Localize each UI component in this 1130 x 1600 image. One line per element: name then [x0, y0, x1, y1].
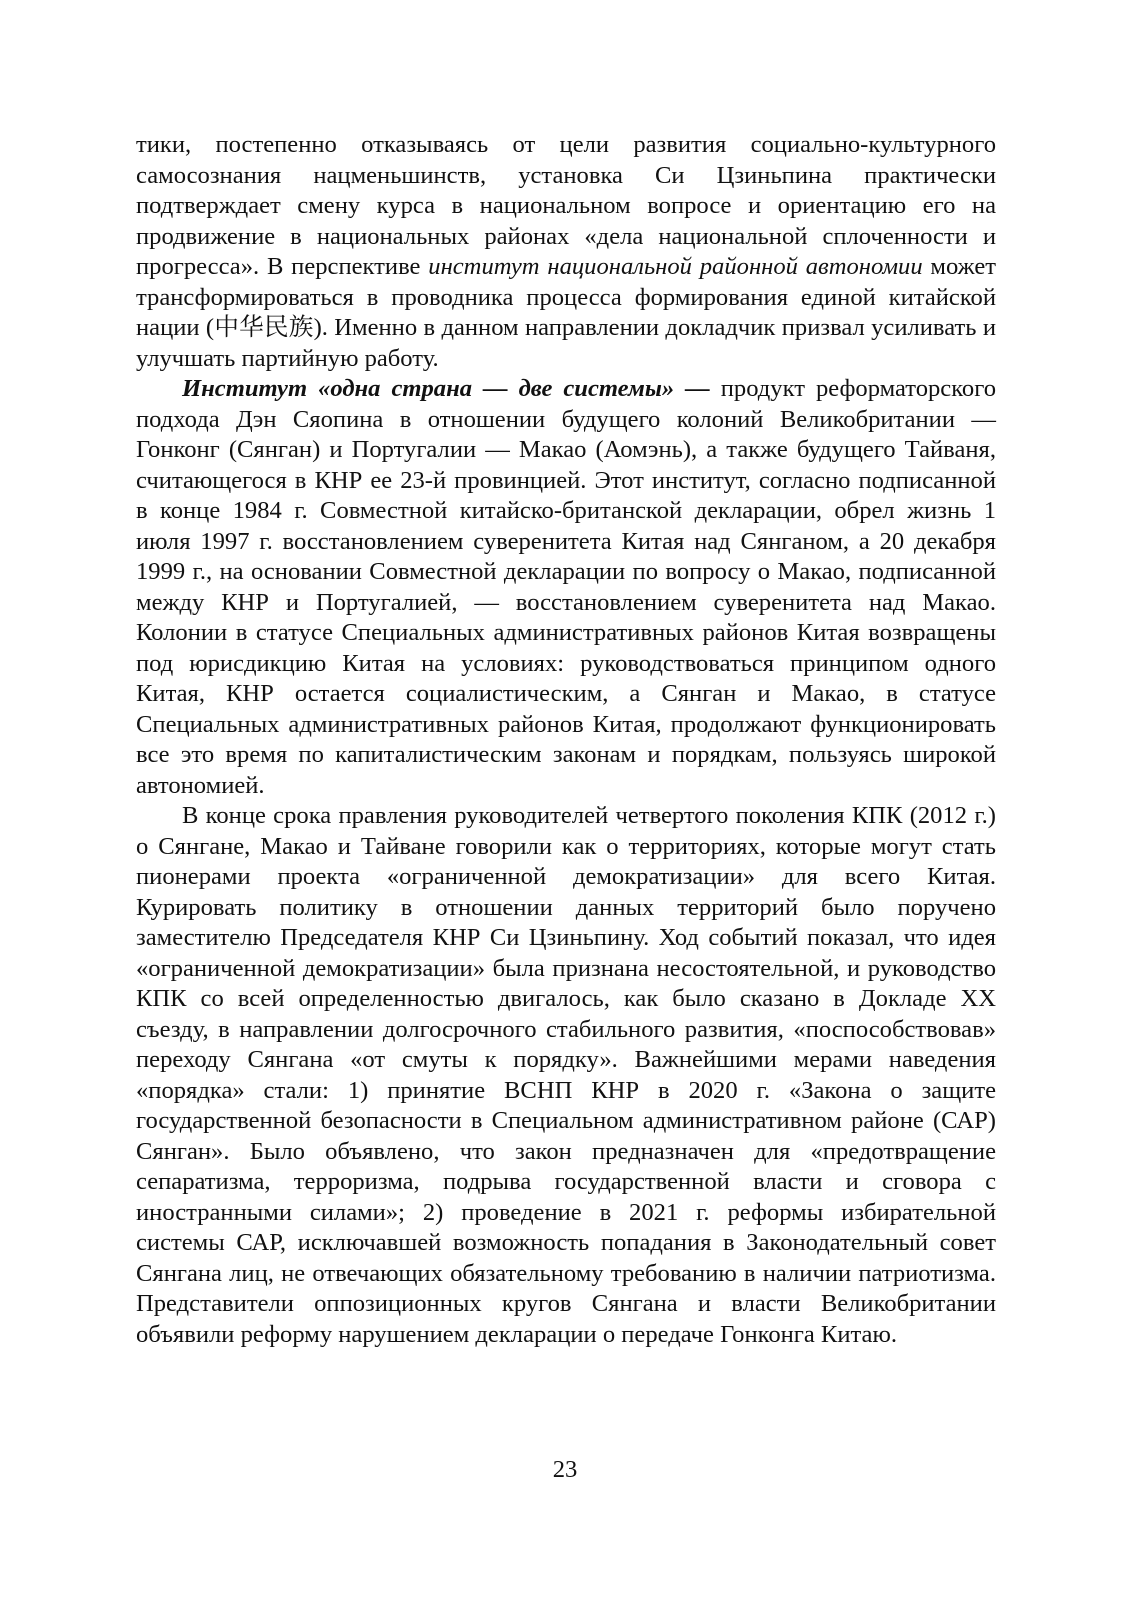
paragraph-continued: [136, 130, 996, 374]
paragraph-text: может трансформироваться в проводника процесса формирования единой китайской нации (中华民族). Именно в данном направлении докладчик призвал усиливать и улучшать партийную работу.: [136, 253, 997, 372]
paragraph-limited-democratization: [136, 801, 996, 1350]
body-text: [136, 130, 996, 1350]
paragraph-text: продукт реформаторского подхода Дэн Сяопина в отношении будущего колоний Великобритании — Гонконг (Сянган) и Португалии — Макао (Аомэнь), а также будущего Тайваня, считающегося в КНР ее 23-й провинцией. Этот институт, согласно подписанной в конце 1984 г. Совместной китайско-британской декларации, обрел жизнь 1 июля 1997 г. восстановлением суверенитета Китая над Сянганом, а 20 декабря 1999 г., на основании Совместной декларации по вопросу о Макао, подписанной между КНР и Португалией, — восстановлением суверенитета над Макао. Колонии в статусе Специальных административных районов Китая возвращены под юрисдикцию Китая на условиях: руководствоваться принципом одного Китая, КНР остается социалистическим, а Сянган и Макао, в статусе Специальных административных районов Китая, продолжают функционировать все это время по капиталистическим законам и порядкам, пользуясь широкой автономией.: [136, 375, 996, 799]
emphasized-term: институт национальной районной автономии: [428, 253, 923, 280]
page-number: 23: [552, 1456, 578, 1483]
paragraph-one-country-two-systems: [136, 374, 996, 801]
paragraph-text: В конце срока правления руководителей четвертого поколения КПК (2012 г.) о Сянгане, Макао и Тайване говорили как о территориях, которые могут стать пионерами проекта «ограниченной демократизации» для всего Китая. Курировать политику в отношении данных территорий было поручено заместителю Председателя КНР Си Цзиньпину. Ход событий показал, что идея «ограниченной демократизации» была признана несостоятельной, и руководство КПК со всей определенностью двигалось, как было сказано в Докладе XX съезду, в направлении долгосрочного стабильного развития, «поспособствовав» переходу Сянгана «от смуты к порядку». Важнейшими мерами наведения «порядка» стали: 1) принятие ВСНП КНР в 2020 г. «Закона о защите государственной безопасности в Специальном административном районе (САР) Сянган». Было объявлено, что закон предназначен для «предотвращение сепаратизма, терроризма, подрыва государственной власти и сговора с иностранными силами»; 2) проведение в 2021 г. реформы избирательной системы САР, исключавшей возможность попадания в Законодательный совет Сянгана лиц, не отвечающих обязательному требованию в наличии патриотизма. Представители оппозиционных кругов Сянгана и власти Великобритании объявили реформу нарушением декларации о передаче Гонконга Китаю.: [136, 802, 996, 1348]
section-lead-text: Институт «одна страна — две системы» —: [182, 375, 710, 402]
section-lead: [182, 375, 710, 402]
paragraph-text: тики, постепенно отказываясь от цели развития социально-культурного самосознания нацменьшинств, установка Си Цзиньпина практически подтверждает смену курса в национальном вопросе и ориентацию его на продвижение в национальных районах «дела национальной сплоченности и прогресса». В перспективе: [136, 131, 996, 280]
